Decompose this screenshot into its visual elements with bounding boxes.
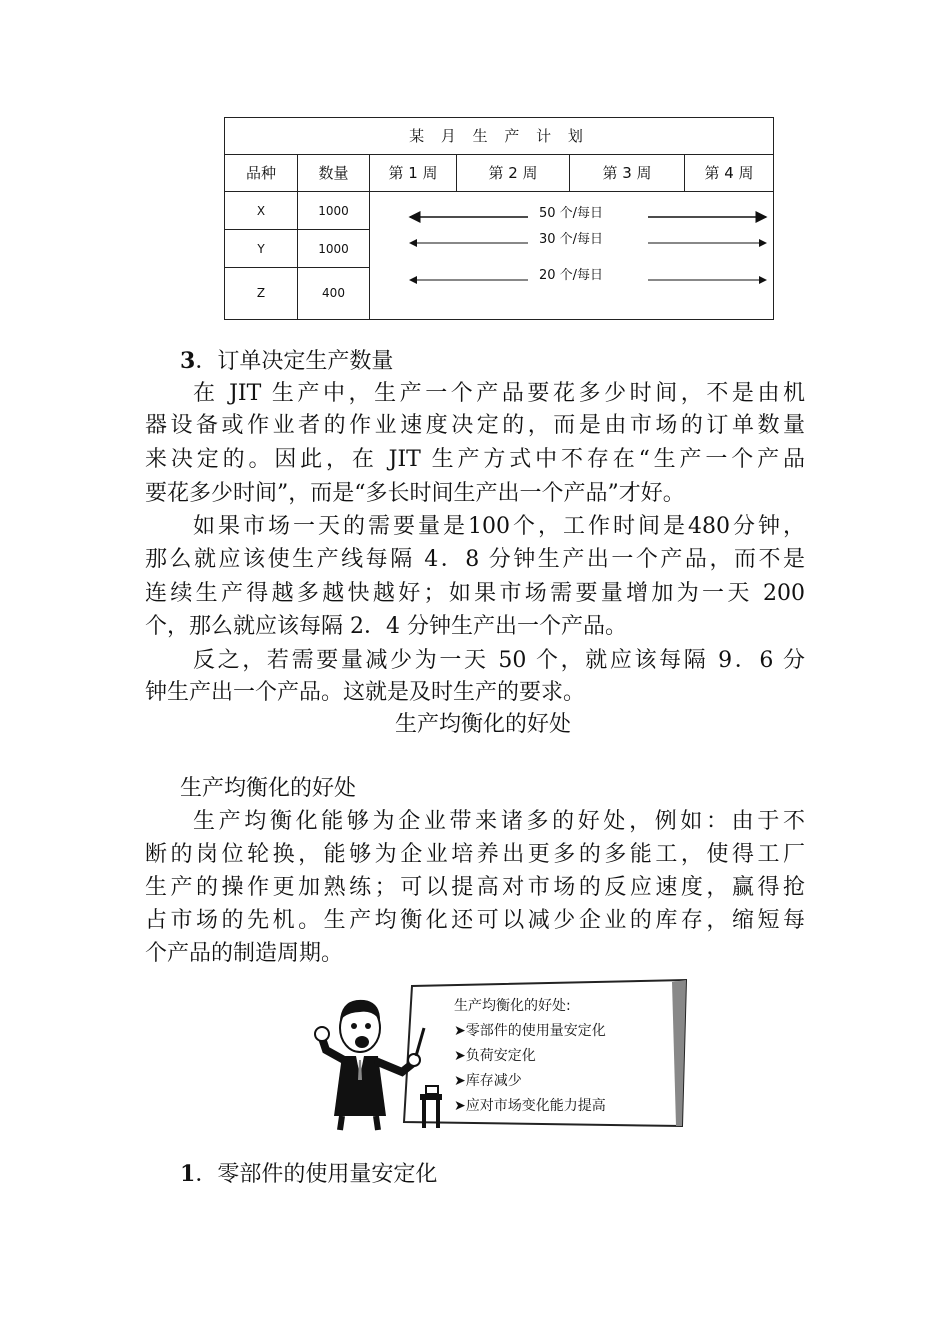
benefits-center-title: 生产均衡化的好处 bbox=[395, 712, 572, 737]
header-week-1: 第 1 周 bbox=[370, 154, 457, 192]
board-item-1: ➤零部件的使用量安定化 bbox=[454, 1023, 606, 1039]
rate-y: 30 个/每日 bbox=[539, 232, 604, 247]
section-3-heading bbox=[180, 345, 393, 378]
header-product: 品种 bbox=[225, 154, 298, 192]
benefits-line4: 占市场的先机。生产均衡化还可以减少企业的库存，缩短每 bbox=[145, 908, 805, 933]
para1-line2: 器设备或作业者的作业速度决定的，而是由市场的订单数量 bbox=[145, 413, 805, 438]
section-3-title: ．订单决定生产数量 bbox=[195, 349, 394, 374]
para2-line3: 连续生产得越多越快越好；如果市场需要量增加为一天 200 bbox=[145, 581, 805, 606]
row-x-quantity: 1000 bbox=[298, 192, 370, 230]
row-z-quantity: 400 bbox=[298, 268, 370, 319]
board-item-3: ➤库存减少 bbox=[454, 1073, 522, 1089]
para3-line2: 钟生产出一个产品。这就是及时生产的要求。 bbox=[145, 680, 586, 705]
para2-line4: 个，那么就应该每隔 2．4 分钟生产出一个产品。 bbox=[145, 614, 627, 639]
para3-line1: 反之，若需要量减少为一天 50 个，就应该每隔 9．6 分 bbox=[193, 648, 805, 673]
header-week-3: 第 3 周 bbox=[570, 154, 685, 192]
header-week-2: 第 2 周 bbox=[457, 154, 570, 192]
section-1-title: ．零部件的使用量安定化 bbox=[195, 1162, 438, 1187]
para1-line3: 来决定的。因此，在 JIT 生产方式中不存在“生产一个产品 bbox=[145, 447, 805, 472]
benefits-line5: 个产品的制造周期。 bbox=[145, 941, 344, 966]
board-title: 生产均衡化的好处: bbox=[454, 998, 571, 1014]
benefits-line1: 生产均衡化能够为企业带来诸多的好处，例如：由于不 bbox=[193, 809, 805, 834]
section-3-number: 3 bbox=[180, 348, 196, 374]
row-x-product: X bbox=[225, 192, 298, 230]
rate-x: 50 个/每日 bbox=[539, 206, 604, 221]
para1-line1: 在 JIT 生产中，生产一个产品要花多少时间，不是由机 bbox=[193, 381, 805, 406]
row-y-product: Y bbox=[225, 230, 298, 268]
section-1-heading bbox=[180, 1158, 437, 1191]
whiteboard-list bbox=[454, 994, 674, 1119]
rate-z: 20 个/每日 bbox=[539, 268, 604, 283]
benefits-line2: 断的岗位轮换，能够为企业培养出更多的多能工，使得工厂 bbox=[145, 842, 805, 867]
benefits-subtitle: 生产均衡化的好处 bbox=[180, 776, 357, 801]
board-item-2: ➤负荷安定化 bbox=[454, 1048, 536, 1064]
row-z-product: Z bbox=[225, 268, 298, 319]
para2-line2: 那么就应该使生产线每隔 4．8 分钟生产出一个产品，而不是 bbox=[145, 547, 805, 572]
row-y-quantity: 1000 bbox=[298, 230, 370, 268]
section-1-number: 1 bbox=[180, 1161, 196, 1187]
man-mouth bbox=[355, 1036, 369, 1048]
header-week-4: 第 4 周 bbox=[685, 154, 773, 192]
benefits-line3: 生产的操作更加熟练；可以提高对市场的反应速度，赢得抢 bbox=[145, 875, 805, 900]
header-quantity: 数量 bbox=[298, 154, 370, 192]
production-plan-table bbox=[224, 117, 774, 320]
table-title: 某 月 生 产 计 划 bbox=[225, 118, 773, 155]
board-item-4: ➤应对市场变化能力提高 bbox=[454, 1098, 606, 1114]
para2-line1: 如果市场一天的需要量是100个，工作时间是480分钟， bbox=[193, 514, 805, 539]
para1-line4: 要花多少时间”，而是“多长时间生产出一个产品”才好。 bbox=[145, 481, 685, 506]
man-fist bbox=[315, 1027, 329, 1041]
